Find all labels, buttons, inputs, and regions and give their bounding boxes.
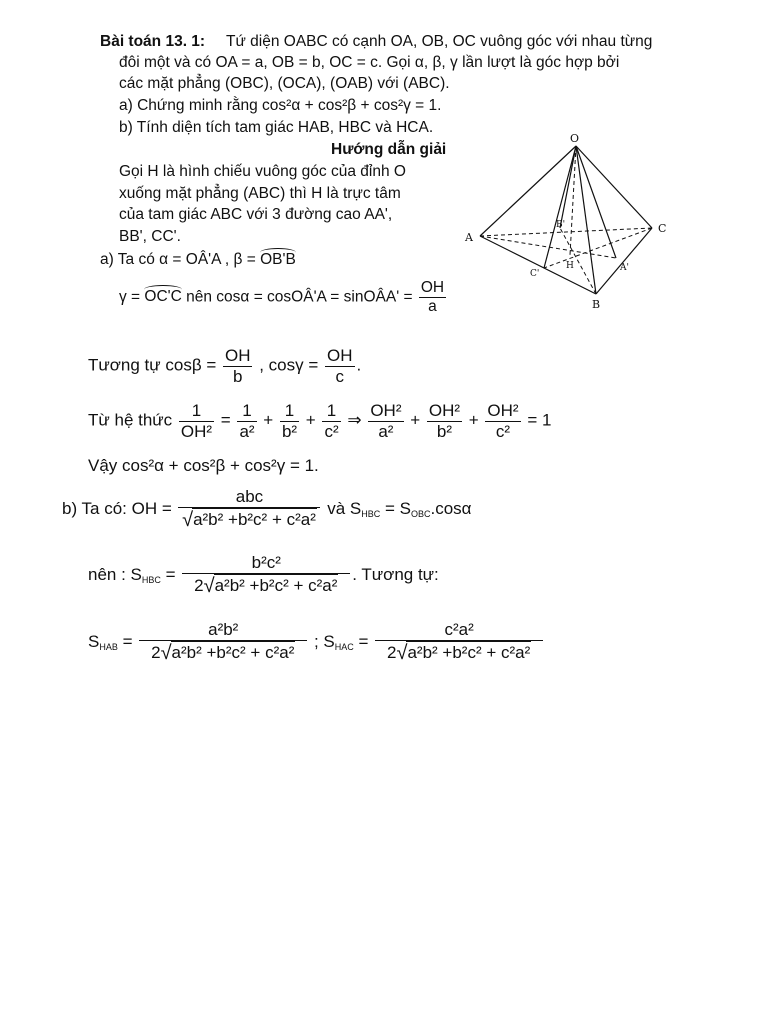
arc-ob-b: OB'B [260, 251, 296, 268]
conclusion-line: Vậy cos²α + cos²β + cos²γ = 1. [88, 456, 319, 475]
part-b-oh-line: b) Ta có: OH = $\frac{\text{abc}}{\text{√a²b² +b²c² + c²a²}}$ và $S_{HBC} = S_{OBC}.\cos\alpha$ [62, 487, 472, 531]
label-a: A [465, 231, 473, 244]
solution-heading: Hướng dẫn giải [331, 141, 447, 158]
label-c1: C' [530, 269, 540, 279]
fraction-oh-b: $\frac{OH}{b}$ [224, 346, 251, 386]
similar-cos-line: Tương tự cosβ = $\frac{OH}{b}$ , cosγ = $\frac{OH}{c}$ . [88, 346, 362, 386]
problem-line-1: Tứ diện OABC có cạnh OA, OB, OC vuông góc với nhau từng [226, 33, 653, 50]
problem-line-2: đôi một và có OA = a, OB = b, OC = c. Gọi α, β, γ lần lượt là góc hợp bởi [119, 54, 620, 71]
tetrahedron-figure [460, 128, 700, 308]
edge-oc [576, 146, 652, 228]
problem-part-a: a) Chứng minh rằng cos²α + cos²β + cos²γ = 1. [119, 97, 442, 114]
solution-line-3: của tam giác ABC với 3 đường cao AA', [119, 206, 393, 223]
label-c: C [658, 222, 667, 235]
label-b1: B' [556, 220, 566, 230]
fraction-oh-a: $\frac{OH}{a}$ [420, 279, 445, 315]
s-hab-hac-line: $S_{HAB}$ = $\frac{\text{a²b²}}{\text{2√a²b² +b²c² + c²a²}}$ ; $S_{HAC}$ = $\frac{\text{c²a²}}{\text{2√a²b² +b²c² + c²a²}}$ [88, 620, 545, 665]
fraction-oh-c: $\frac{OH}{c}$ [327, 346, 353, 386]
label-a1: A' [620, 263, 629, 273]
solution-line-4: BB', CC'. [119, 228, 181, 245]
label-h: H [566, 261, 574, 271]
relation-line: Từ hệ thức $\frac{1}{\text{OH²}}$ = $\frac{1}{\text{a²}}$ + $\frac{1}{\text{b²}}$ + $\frac{1}{\text{c²}}$ ⇒ $\frac{\text{OH²}}{\text{a²}}$ + $\frac{\text{OH²}}{\text{b²}}$ + $\frac{\text{OH²}}{\text{c²}}$ = 1 [88, 401, 552, 441]
solution-line-2: xuống mặt phẳng (ABC) thì H là trực tâm [119, 185, 401, 202]
edge-ob [576, 146, 596, 294]
edge-ab [480, 236, 596, 294]
problem-heading: Bài toán 13. 1: [100, 33, 206, 50]
arc-oc-c: OC'C [144, 288, 182, 306]
part-a-angles: a) Ta có α = OÂ'A , β = OB'B [100, 251, 296, 268]
solution-line-1: Gọi H là hình chiếu vuông góc của đỉnh O [119, 163, 406, 180]
s-hbc-line: nên : $S_{HBC}$ = $\frac{\text{b²c²}}{\text{2√a²b² +b²c² + c²a²}}$ . Tương tự: [88, 553, 439, 597]
problem-line-3: các mặt phẳng (OBC), (OCA), (OAB) với (ABC). [119, 75, 450, 92]
edge-oa1 [576, 146, 616, 258]
edge-oc1 [544, 146, 576, 268]
label-b: B [592, 298, 601, 308]
problem-part-b: b) Tính diện tích tam giác HAB, HBC và HCA. [119, 119, 434, 136]
label-o: O [570, 132, 580, 145]
edge-ac [480, 228, 652, 236]
cos-alpha-line: γ = OC'C nên cosα = cosOÂ'A = sinOÂA' = $\frac{OH}{a}$ [119, 279, 445, 315]
